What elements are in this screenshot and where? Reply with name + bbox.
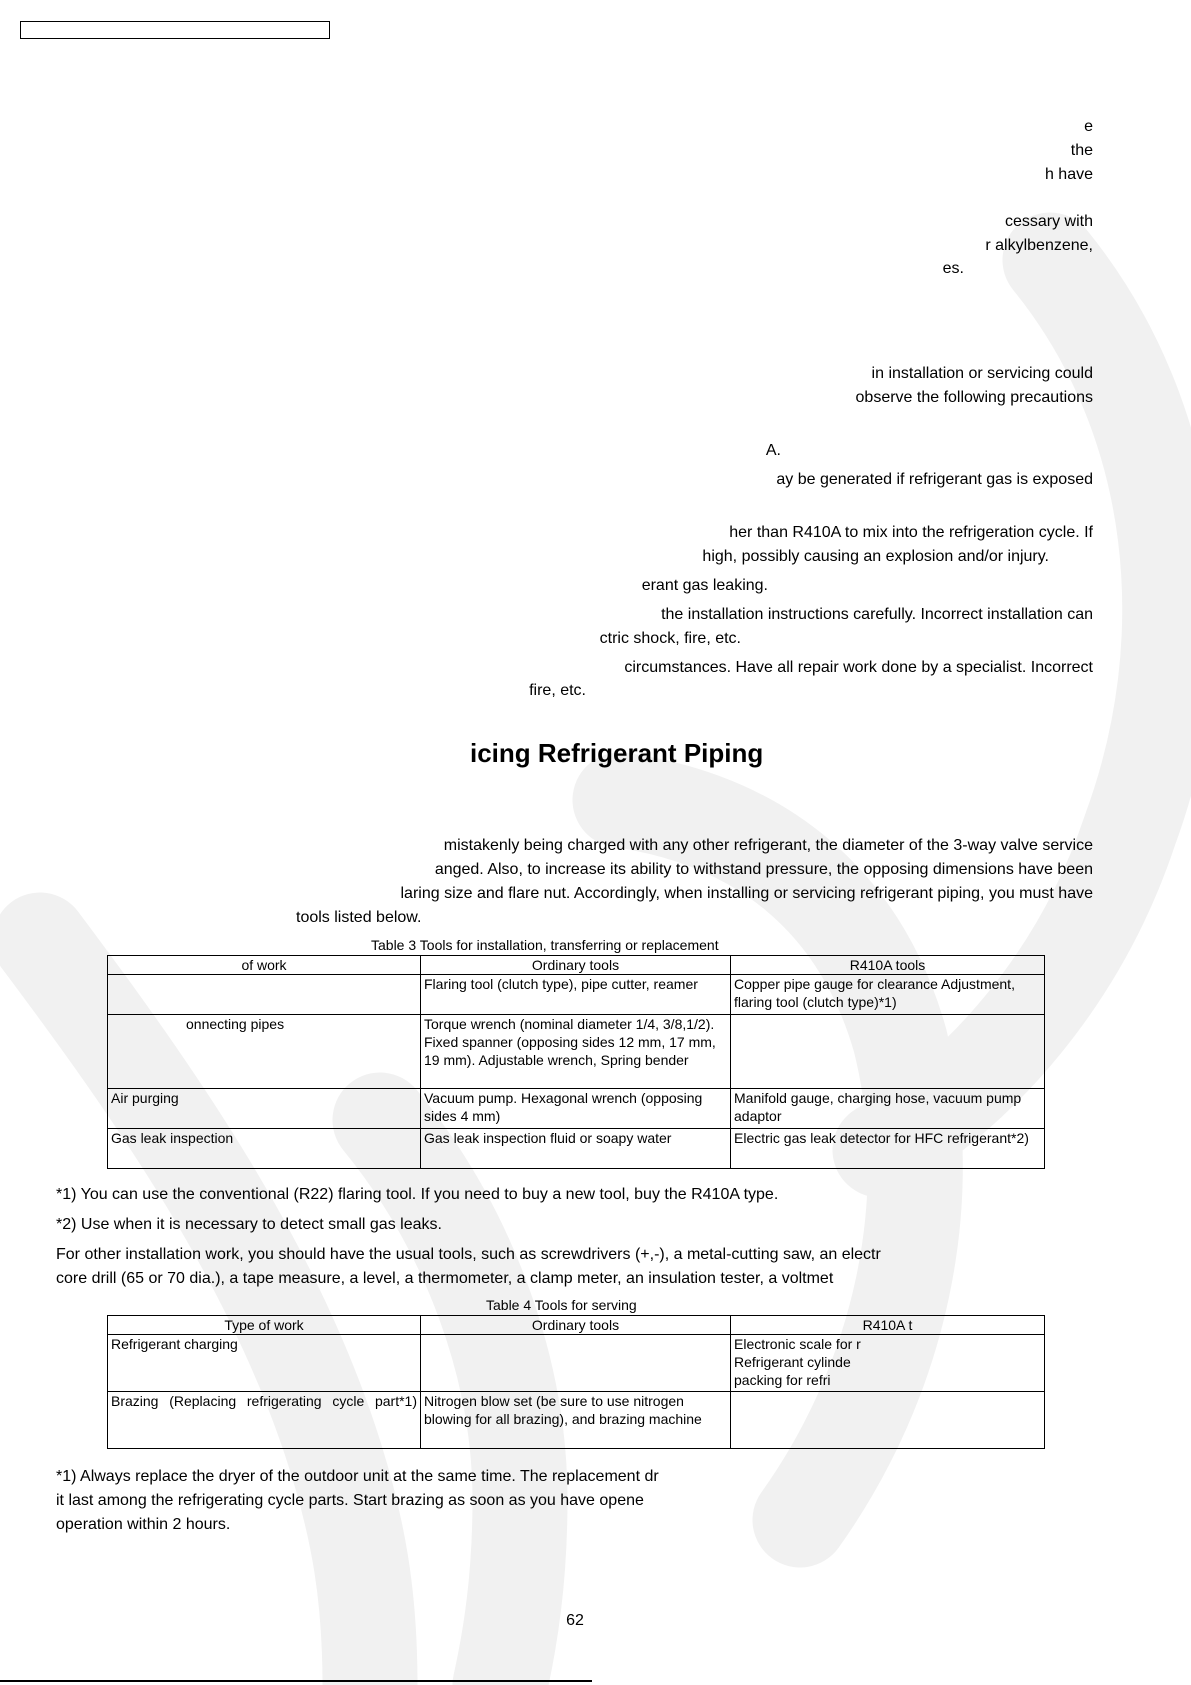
table-header-cell: Ordinary tools [421, 956, 731, 975]
table-cell: Air purging [108, 1089, 421, 1129]
paragraph-line: laring size and flare nut. Accordingly, when installing or servicing refrigerant piping, you must have [400, 885, 1093, 902]
note-line: For other installation work, you should have the usual tools, such as screwdrivers (+,-), a metal-cutting saw, an electr [56, 1246, 881, 1263]
table-header-row [108, 1316, 1045, 1335]
table-cell [731, 1392, 1045, 1449]
table-cell: Nitrogen blow set (be sure to use nitrogen blowing for all brazing), and brazing machine [421, 1392, 731, 1449]
table-cell: Electronic scale for r Refrigerant cylinde packing for refri [731, 1335, 1045, 1392]
footnote-line: *1) Always replace the dryer of the outdoor unit at the same time. The replacement dr [56, 1468, 659, 1485]
table-cell: Flaring tool (clutch type), pipe cutter, reamer [421, 975, 731, 1015]
table-cell: Vacuum pump. Hexagonal wrench (opposing sides 4 mm) [421, 1089, 731, 1129]
table-header-cell: Ordinary tools [421, 1316, 731, 1335]
table-cell: Torque wrench (nominal diameter 1/4, 3/8,1/2). Fixed spanner (opposing sides 12 mm, 17 mm, 19 mm). Adjustable wrench, Spring bender [421, 1015, 731, 1089]
table-header-cell: R410A t [731, 1316, 1045, 1335]
footnote-line: it last among the refrigerating cycle parts. Start brazing as soon as you have opene [56, 1492, 644, 1509]
footnote-line: operation within 2 hours. [56, 1516, 231, 1533]
note-line: *1) You can use the conventional (R22) flaring tool. If you need to buy a new tool, buy the R410A type. [56, 1186, 779, 1203]
text-line: es. [942, 260, 964, 277]
text-line: in installation or servicing could [871, 365, 1093, 382]
note-line: *2) Use when it is necessary to detect small gas leaks. [56, 1216, 442, 1233]
note-line: core drill (65 or 70 dia.), a tape measure, a level, a thermometer, a clamp meter, an insulation tester, a voltmet [56, 1270, 834, 1287]
table-header-cell: R410A tools [731, 956, 1045, 975]
text-line: ctric shock, fire, etc. [599, 630, 741, 647]
paragraph-line: mistakenly being charged with any other refrigerant, the diameter of the 3-way valve service [443, 837, 1093, 854]
text-line: fire, etc. [529, 682, 586, 699]
text-line: cessary with [1004, 213, 1093, 230]
table-cell [731, 1015, 1045, 1089]
table3-tools [107, 955, 1045, 1169]
table-cell: onnecting pipes [108, 1015, 421, 1089]
text-line: circumstances. Have all repair work done by a specialist. Incorrect [624, 659, 1093, 676]
text-line: ay be generated if refrigerant gas is exposed [776, 471, 1093, 488]
table4-tools [107, 1315, 1045, 1449]
table-row [108, 1335, 1045, 1392]
table4-caption: Table 4 Tools for serving [486, 1297, 637, 1313]
text-line: erant gas leaking. [641, 577, 768, 594]
table-row [108, 1392, 1045, 1449]
table-cell: Gas leak inspection [108, 1129, 421, 1169]
table-cell: Electric gas leak detector for HFC refrigerant*2) [731, 1129, 1045, 1169]
text-line: her than R410A to mix into the refrigeration cycle. If [729, 524, 1093, 541]
text-line: the [1070, 142, 1093, 159]
text-line: A. [765, 442, 781, 459]
table-cell: Gas leak inspection fluid or soapy water [421, 1129, 731, 1169]
table-row [108, 1089, 1045, 1129]
header-box [20, 21, 330, 39]
text-line: high, possibly causing an explosion and/or injury. [702, 548, 1049, 565]
text-line: h have [1044, 166, 1093, 183]
table-header-cell: Type of work [108, 1316, 421, 1335]
section-heading: icing Refrigerant Piping [470, 738, 764, 768]
bottom-rule [0, 1680, 592, 1682]
table-cell: Copper pipe gauge for clearance Adjustment, flaring tool (clutch type)*1) [731, 975, 1045, 1015]
page-number: 62 [566, 1612, 584, 1629]
table-header-cell: of work [108, 956, 421, 975]
table3-caption: Table 3 Tools for installation, transferring or replacement [371, 937, 719, 953]
table-cell: Manifold gauge, charging hose, vacuum pump adaptor [731, 1089, 1045, 1129]
table-row [108, 975, 1045, 1015]
table-cell: Refrigerant charging [108, 1335, 421, 1392]
text-line: the installation instructions carefully. Incorrect installation can [661, 606, 1093, 623]
table-row [108, 1129, 1045, 1169]
text-line: r alkylbenzene, [985, 237, 1093, 254]
table-row [108, 1015, 1045, 1089]
paragraph-line: tools listed below. [296, 909, 422, 926]
table-header-row [108, 956, 1045, 975]
table-cell: Brazing (Replacing refrigerating cycle part*1) [108, 1392, 421, 1449]
table-cell [421, 1335, 731, 1392]
text-line: observe the following precautions [855, 389, 1093, 406]
text-line: e [1084, 118, 1093, 135]
table-cell [108, 975, 421, 1015]
paragraph-line: anged. Also, to increase its ability to withstand pressure, the opposing dimensions have been [434, 861, 1093, 878]
